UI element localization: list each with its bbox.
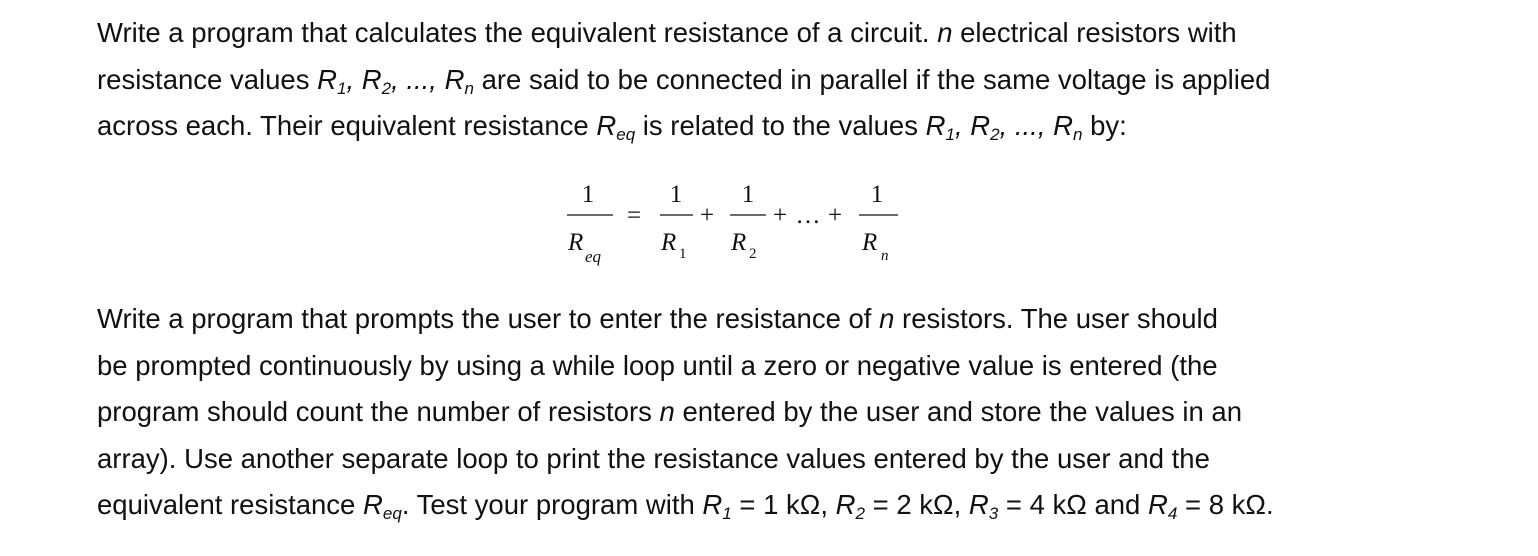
numerator-1: 1 [870, 181, 884, 208]
variable-r-letter: R [835, 489, 856, 520]
variable-n: n [659, 396, 675, 427]
variable-req [596, 110, 636, 144]
denominator-r: R [568, 229, 584, 256]
variable-r-letter: R [596, 110, 617, 141]
text-segment: by: [1082, 110, 1127, 141]
equals-sign: = [626, 202, 642, 229]
variable-n: n [879, 303, 895, 334]
ellipsis: , ..., [999, 110, 1054, 141]
subscript-eq: eq [616, 124, 636, 144]
subscript-4: 4 [1167, 503, 1178, 523]
separator: , [954, 110, 971, 141]
numerator-1: 1 [741, 181, 755, 208]
numerator-1: 1 [669, 181, 683, 208]
task-line-5 [97, 482, 1274, 529]
text-segment: resistors. The user should [894, 303, 1218, 334]
ellipsis: , ..., [391, 63, 445, 95]
subscript-3: 3 [988, 503, 999, 523]
text-segment: are said to be connected in parallel if the same voltage is applied [473, 63, 1271, 95]
subscript-n: n [1072, 124, 1083, 144]
denominator-r: R [661, 229, 677, 256]
denominator-sub-1: 1 [679, 246, 687, 262]
intro-line-2 [97, 57, 1270, 104]
text-segment: resistance values [97, 63, 318, 95]
separator: , [346, 63, 362, 95]
value-r4: = 8 kΩ. [1177, 489, 1274, 520]
text-segment: entered by the user and store the values in an [674, 396, 1242, 427]
denominator-sub-n: n [881, 248, 889, 264]
ellipsis: … [795, 202, 821, 229]
plus-sign: + [699, 202, 715, 229]
subscript-2: 2 [381, 78, 392, 98]
text-segment: equivalent resistance [97, 489, 363, 520]
variable-r-letter: R [317, 63, 337, 95]
subscript-1: 1 [722, 503, 732, 523]
variable-req [363, 489, 402, 523]
subscript-1: 1 [945, 124, 955, 144]
intro-line-1 [97, 10, 1270, 57]
variable-r-letter: R [702, 489, 723, 520]
variable-r-letter: R [363, 489, 383, 520]
denominator-sub-eq: eq [585, 247, 602, 266]
parallel-resistance-equation [565, 178, 925, 270]
variable-r1 [317, 63, 474, 98]
text-segment: is related to the values [635, 110, 926, 141]
intro-paragraph [97, 10, 1270, 150]
task-line-4: array). Use another separate loop to print the resistance values entered by the user and the [97, 442, 1210, 474]
equation-svg [565, 178, 925, 270]
variable-n: n [937, 17, 953, 48]
task-line-2: be prompted continuously by using a while loop until a zero or negative value is entered (the [97, 349, 1218, 381]
denominator-r: R [862, 229, 878, 256]
variable-list [925, 110, 1083, 144]
text-segment: electrical resistors with [952, 17, 1237, 48]
subscript-1: 1 [336, 78, 347, 98]
variable-r-letter: R [361, 63, 382, 95]
value-r2: = 2 kΩ, [865, 489, 969, 520]
variable-r-letter: R [1053, 110, 1073, 141]
task-line-1 [97, 296, 1274, 343]
subscript-2: 2 [855, 503, 866, 523]
variable-r-letter: R [925, 110, 946, 141]
text-segment: Write a program that prompts the user to enter the resistance of [97, 303, 880, 334]
text-segment: . Test your program with [401, 489, 703, 520]
subscript-eq: eq [382, 503, 402, 523]
text-segment: program should count the number of resistors [97, 396, 660, 427]
value-r1: = 1 kΩ, [731, 489, 836, 520]
subscript-n: n [464, 78, 474, 98]
numerator-1: 1 [581, 181, 595, 208]
variable-r-letter: R [968, 489, 989, 520]
task-line-3 [97, 389, 1274, 436]
variable-r-letter: R [1148, 489, 1168, 520]
plus-sign: + [827, 202, 843, 229]
subscript-2: 2 [990, 124, 1000, 144]
task-paragraph [97, 296, 1274, 529]
variable-r-letter: R [444, 63, 465, 95]
denominator-sub-2: 2 [749, 246, 757, 262]
intro-line-3 [97, 103, 1270, 150]
variable-r-letter: R [970, 110, 991, 141]
text-segment: Write a program that calculates the equivalent resistance of a circuit. [97, 17, 938, 48]
denominator-r: R [731, 229, 747, 256]
text-segment: across each. Their equivalent resistance [97, 110, 597, 141]
plus-sign: + [772, 202, 788, 229]
value-r3: = 4 kΩ and [998, 489, 1148, 520]
